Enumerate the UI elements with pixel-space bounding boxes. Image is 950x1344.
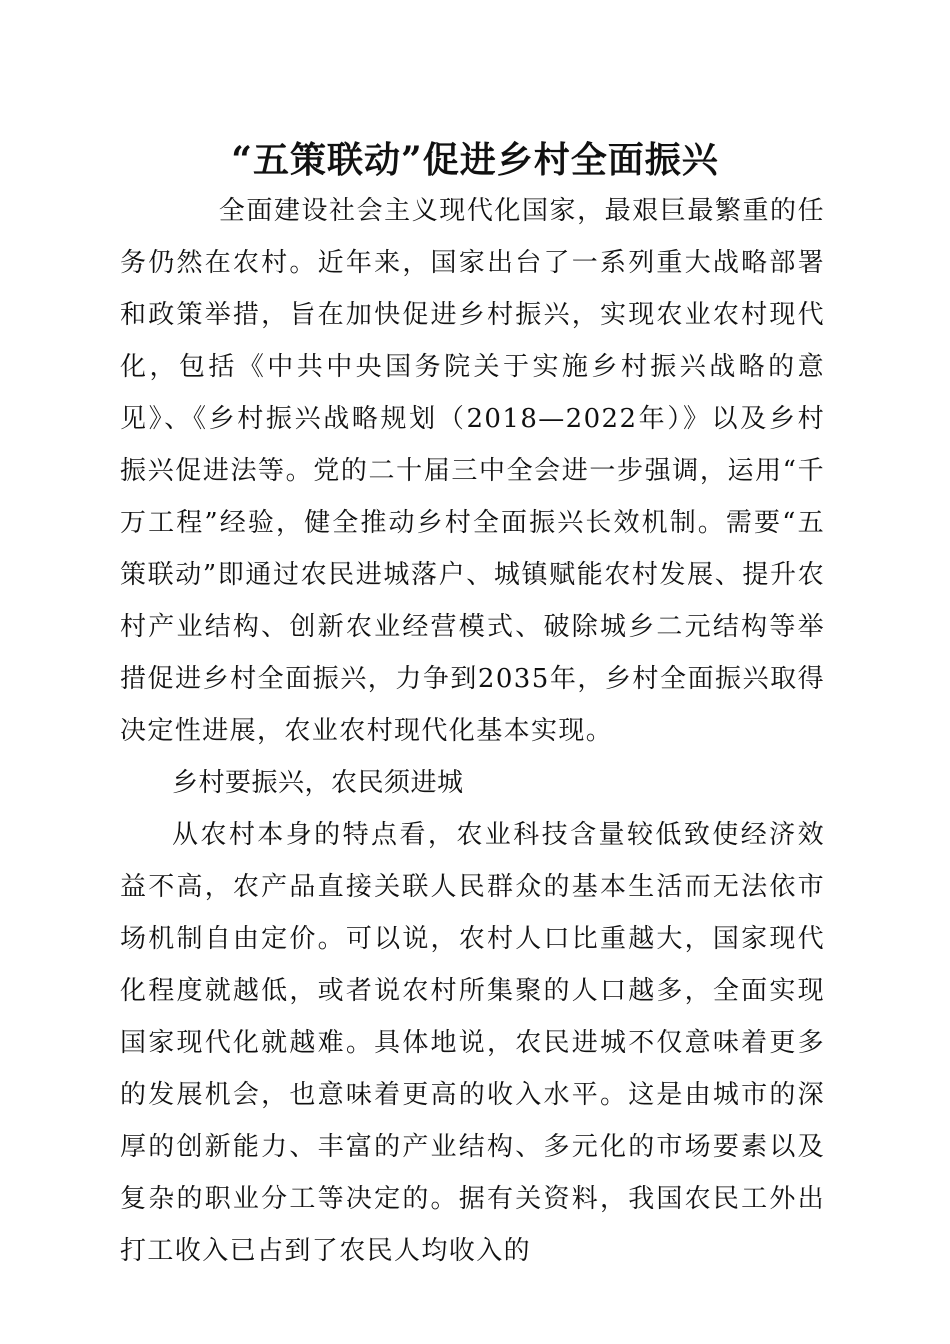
document-body <box>120 185 825 1277</box>
document-title: “五策联动”促进乡村全面振兴 <box>231 139 719 181</box>
section-heading: 乡村要振兴，农民须进城 <box>172 768 464 798</box>
body-paragraph: 从农村本身的特点看，农业科技含量较低致使经济效益不高，农产品直接关联人民群众的基本生活而无法依市场机制自由定价。可以说，农村人口比重越大，国家现代化程度就越低，或者说农村所集聚的人口越多，全面实现国家现代化就越难。具体地说，农民进城不仅意味着更多的发展机会，也意味着更高的收入水平。这是由城市的深厚的创新能力、丰富的产业结构、多元化的市场要素以及复杂的职业分工等决定的。据有关资料，我国农民工外出打工收入已占到了农民人均收入的 <box>120 820 825 1266</box>
intro-paragraph: 全面建设社会主义现代化国家，最艰巨最繁重的任务仍然在农村。近年来，国家出台了一系列重大战略部署和政策举措，旨在加快促进乡村振兴，实现农业农村现代化，包括《中共中央国务院关于实施乡村振兴战略的意见》、《乡村振兴战略规划（2018—2022年）》以及乡村振兴促进法等。党的二十届三中全会进一步强调，运用“千万工程”经验，健全推动乡村全面振兴长效机制。需要“五策联动”即通过农民进城落户、城镇赋能农村发展、提升农村产业结构、创新农业经营模式、破除城乡二元结构等举措促进乡村全面振兴，力争到2035年，乡村全面振兴取得决定性进展，农业农村现代化基本实现。 <box>120 196 825 746</box>
